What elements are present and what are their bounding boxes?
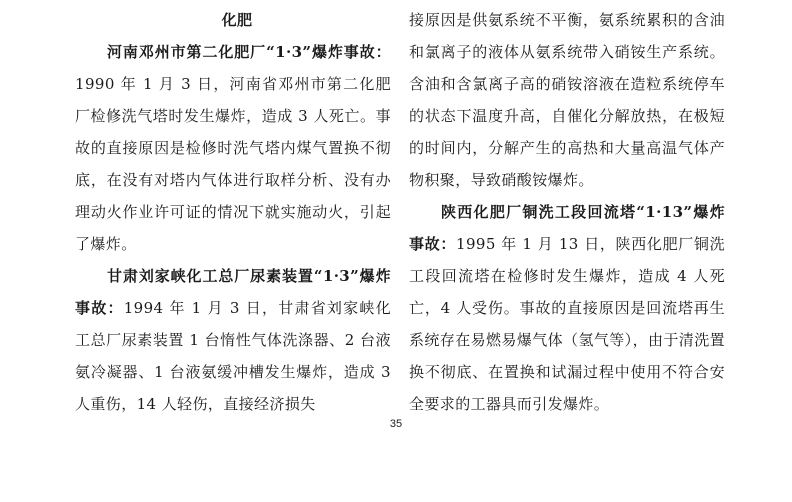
incident-heading-dengzhou: 河南邓州市第二化肥厂“1·3”爆炸事故： — [107, 43, 391, 61]
right-column — [409, 4, 725, 420]
incident-body-shaanxi: 1995 年 1 月 13 日，陕西化肥厂铜洗工段回流塔在检修时发生爆炸，造成 4 人死亡，4 人受伤。事故的直接原因是回流塔再生系统存在易燃易爆气体（氢气等），由于清洗置换不彻底、在置换和试漏过程中使用不符合安全要求的工器具而引发爆炸。 — [409, 235, 725, 413]
continued-paragraph: 接原因是供氨系统不平衡，氨系统累积的含油和氯离子的液体从氨系统带入硝铵生产系统。含油和含氯离子高的硝铵溶液在造粒系统停车的状态下温度升高，自催化分解放热，在极短的时间内，分解产生的高热和大量高温气体产物积聚，导致硝酸铵爆炸。 — [409, 11, 725, 189]
incident-paragraph-liujiaxia — [75, 260, 391, 420]
left-column — [75, 4, 391, 420]
incident-heading-liujiaxia: 甘肃刘家峡化工总厂尿素装置“1·3”爆炸事故： — [75, 267, 391, 317]
incident-paragraph-shaanxi — [409, 196, 725, 420]
incident-heading-shaanxi: 陕西化肥厂铜洗工段回流塔“1·13”爆炸事故： — [409, 203, 725, 253]
incident-paragraph-dengzhou — [75, 36, 391, 260]
page-number: 35 — [389, 418, 403, 430]
section-title: 化肥 — [221, 11, 253, 29]
incident-body-liujiaxia: 1994 年 1 月 3 日，甘肃省刘家峡化工总厂尿素装置 1 台惰性气体洗涤器、2 台液氨冷凝器、1 台液氨缓冲槽发生爆炸，造成 3 人重伤，14 人轻伤，直接经济损失 — [75, 299, 391, 413]
incident-body-dengzhou: 1990 年 1 月 3 日，河南省邓州市第二化肥厂检修洗气塔时发生爆炸，造成 3 人死亡。事故的直接原因是检修时洗气塔内煤气置换不彻底，在没有对塔内气体进行取样分析、没有办理动火作业许可证的情况下就实施动火，引起了爆炸。 — [75, 75, 391, 253]
